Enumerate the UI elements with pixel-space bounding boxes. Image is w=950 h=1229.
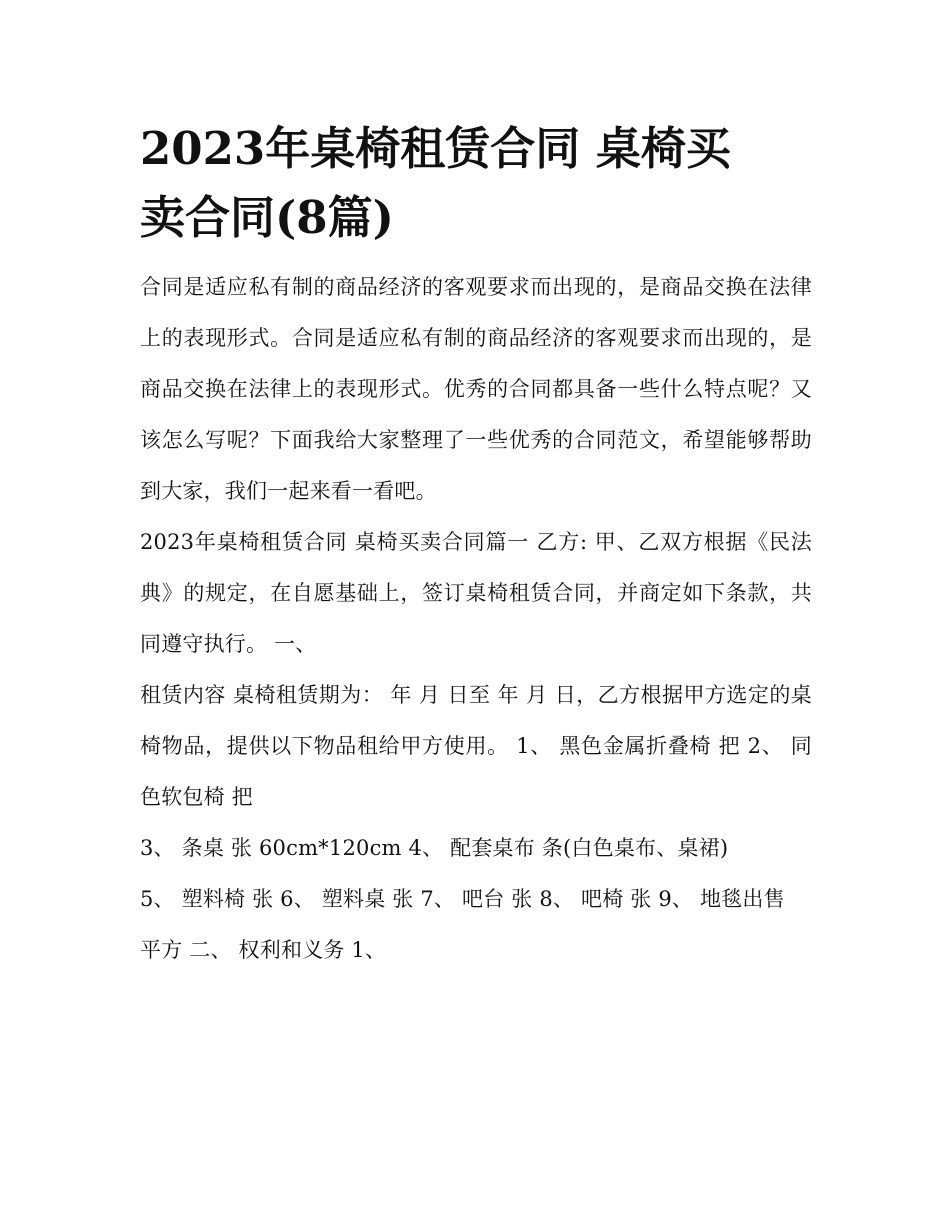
item-list-line-5-9: 5、 塑料椅 张 6、 塑料桌 张 7、 吧台 张 8、 吧椅 张 9、 地毯出售 [140, 887, 785, 911]
document-page [140, 114, 812, 976]
title-line-2: 卖合同(8篇) [140, 191, 394, 244]
rights-obligations-heading: 平方 二、 权利和义务 1、 [140, 938, 387, 962]
rental-content-paragraph: 租赁内容 桌椅租赁期为： 年 月 日至 年 月 日，乙方根据甲方选定的桌椅物品，提供以下物品租给甲方使用。 1、 黑色金属折叠椅 把 2、 同色软包椅 把 [140, 683, 812, 809]
title-line-1: 2023年桌椅租赁合同 桌椅买 [140, 122, 731, 175]
intro-paragraph: 合同是适应私有制的商品经济的客观要求而出现的，是商品交换在法律上的表现形式。合同是适应私有制的商品经济的客观要求而出现的，是商品交换在法律上的表现形式。优秀的合同都具备一些什么特点呢？又该怎么写呢？下面我给大家整理了一些优秀的合同范文，希望能够帮助到大家，我们一起来看一看吧。 [140, 275, 812, 503]
contract-opening-paragraph: 2023年桌椅租赁合同 桌椅买卖合同篇一 乙方: 甲、乙双方根据《民法典》的规定，在自愿基础上，签订桌椅租赁合同，并商定如下条款，共同遵守执行。 一、 [140, 530, 812, 656]
item-list-line-3-4: 3、 条桌 张 60cm*120cm 4、 配套桌布 条(白色桌布、桌裙) [140, 836, 729, 860]
document-title [140, 114, 812, 252]
